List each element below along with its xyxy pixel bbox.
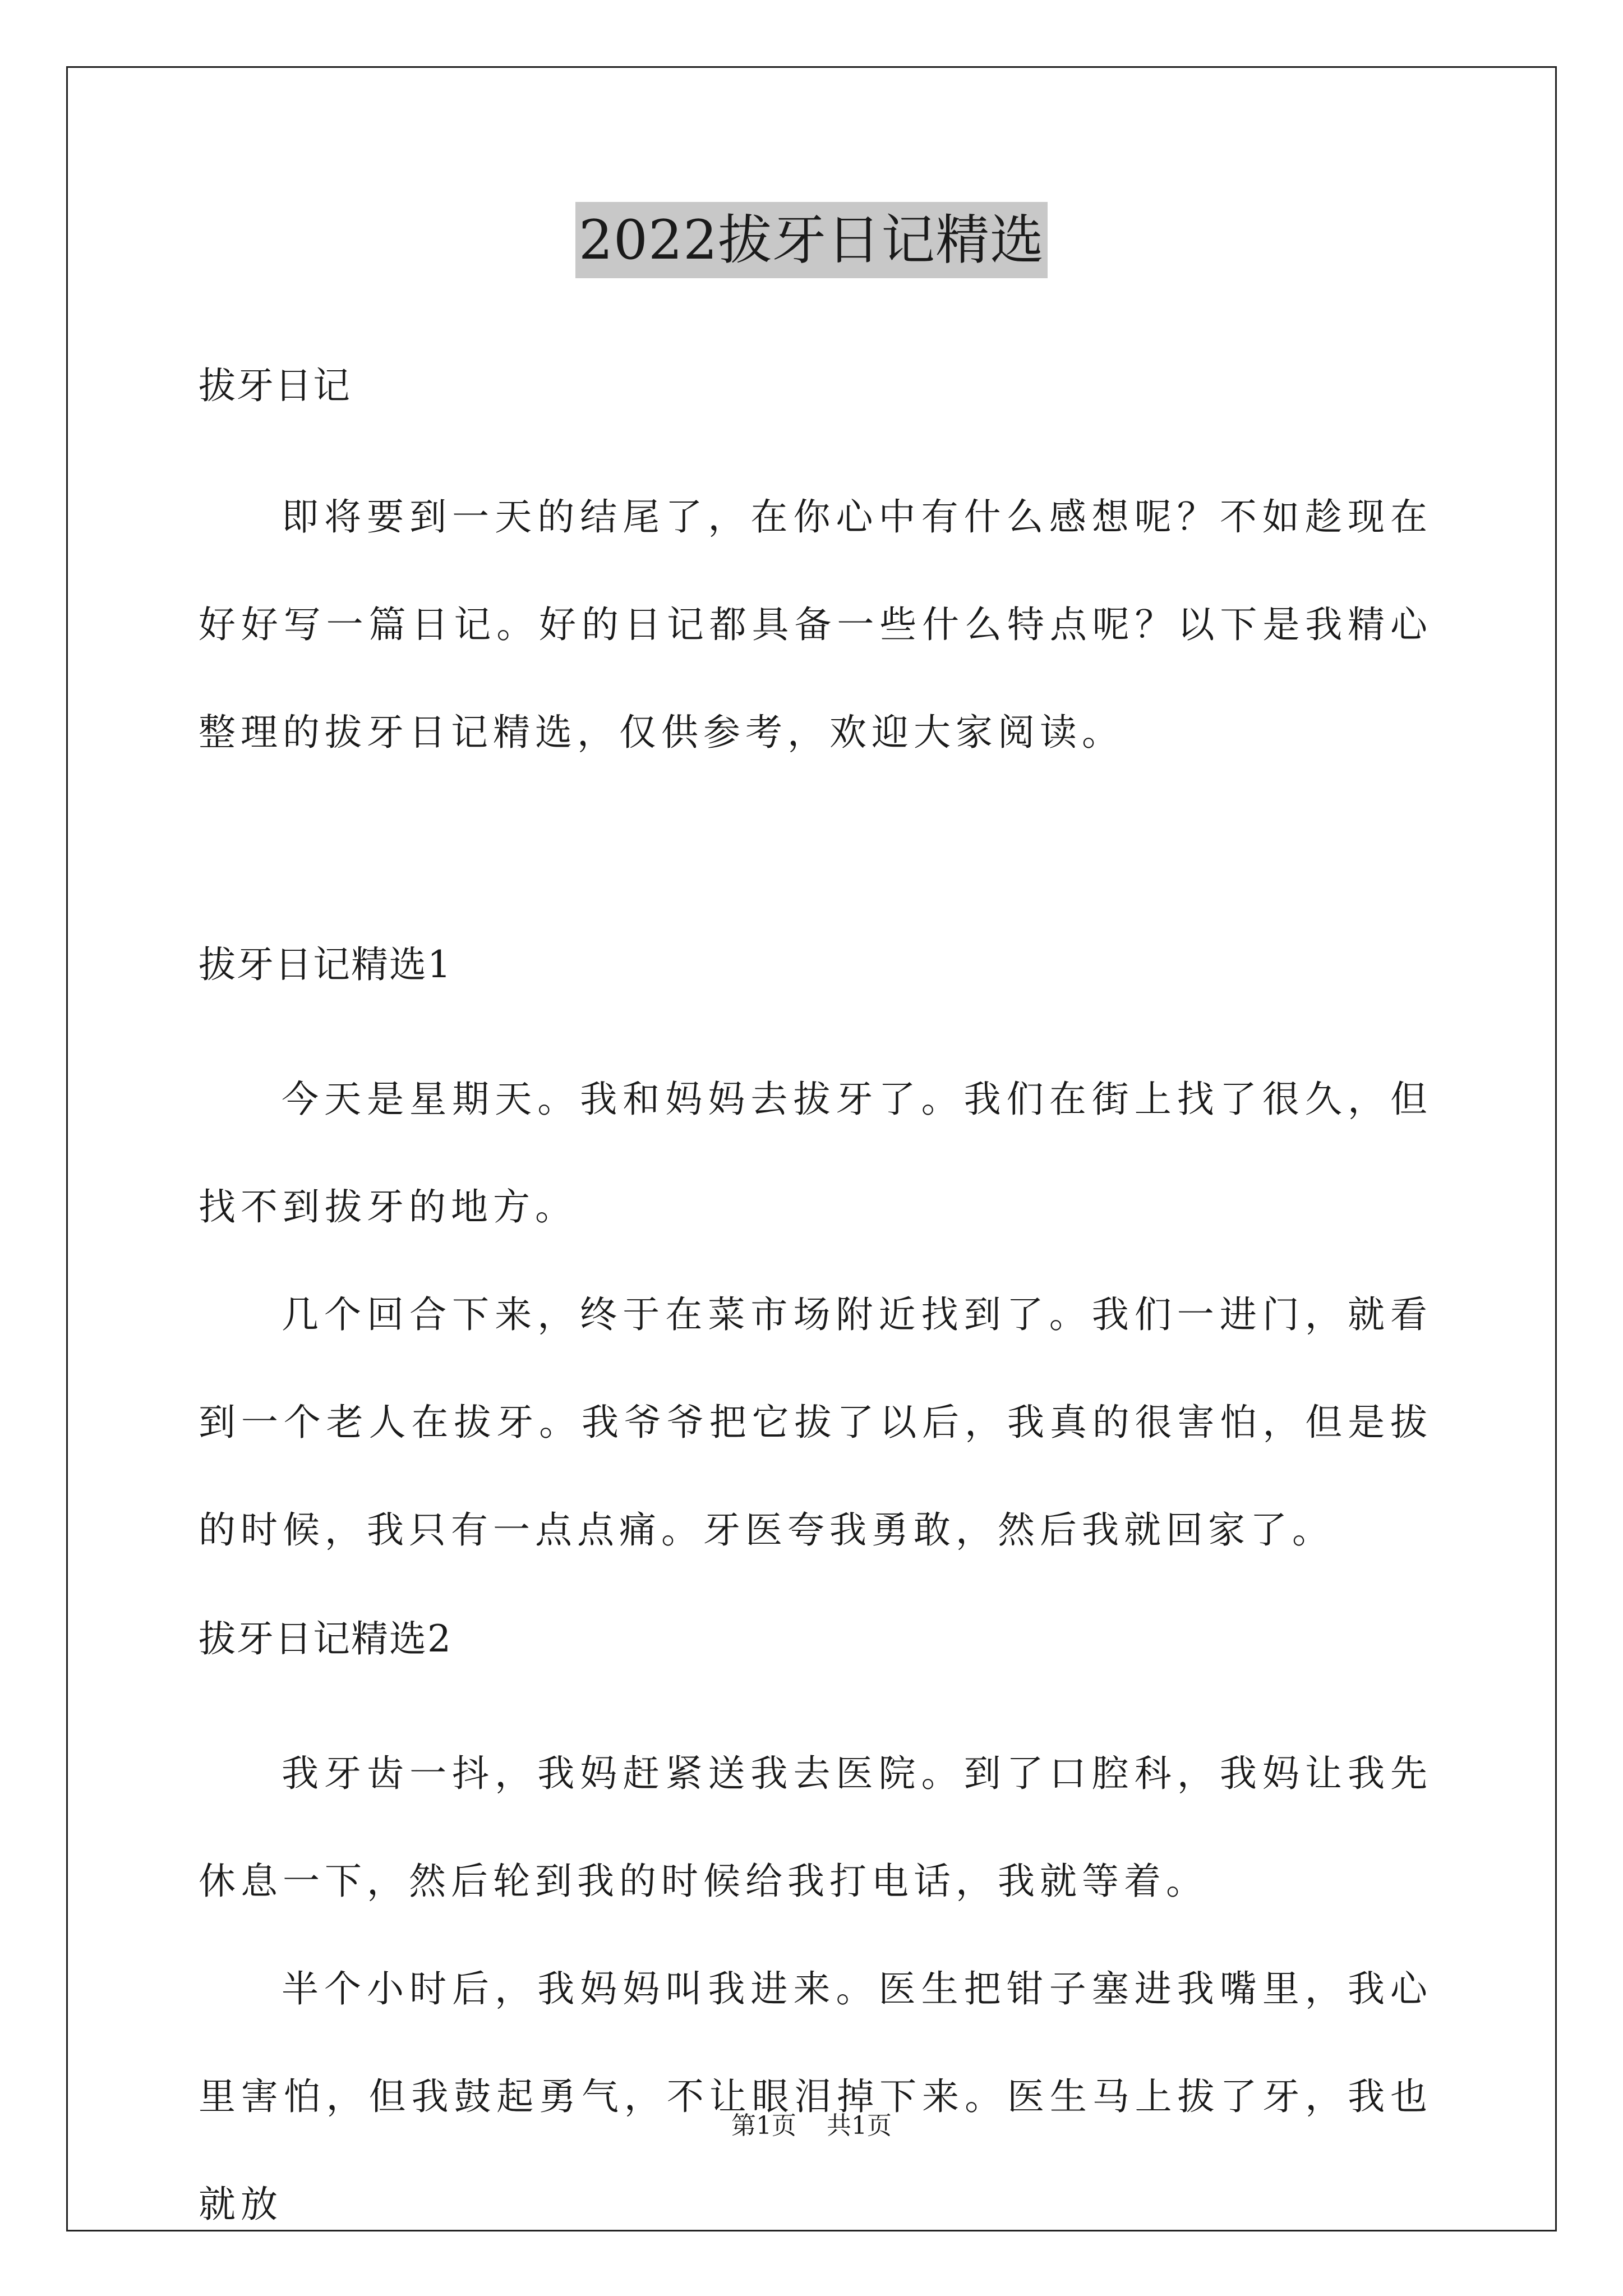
intro-heading: 拔牙日记 [199,364,351,407]
section-2-paragraph-2: 半个小时后，我妈妈叫我进来。医生把钳子塞进我嘴里，我心里害怕，但我鼓起勇气，不让眼泪掉下来。医生马上拔了牙，我也就放 [199,1967,1432,2226]
intro-paragraph: 即将要到一天的结尾了，在你心中有什么感想呢？不如趁现在好好写一篇日记。好的日记都具备一些什么特点呢？以下是我精心整理的拔牙日记精选，仅供参考，欢迎大家阅读。 [199,495,1432,754]
page-total: 共1页 [827,2111,892,2140]
section-1-paragraph-1: 今天是星期天。我和妈妈去拔牙了。我们在街上找了很久，但找不到拔牙的地方。 [199,1078,1432,1228]
section-2-paragraph-1: 我牙齿一抖，我妈赶紧送我去医院。到了口腔科，我妈让我先休息一下，然后轮到我的时候给我打电话，我就等着。 [199,1752,1432,1903]
section-1-heading: 拔牙日记精选1 [199,943,452,986]
document-body [199,337,1432,2258]
section-2-heading: 拔牙日记精选2 [199,1617,452,1660]
page-number: 第1页 [731,2111,796,2140]
title-container [0,202,1623,278]
page-footer [0,2109,1623,2143]
document-title: 2022拔牙日记精选 [575,202,1048,278]
section-1-paragraph-2: 几个回合下来，终于在菜市场附近找到了。我们一进门，就看到一个老人在拔牙。我爷爷把它拔了以后，我真的很害怕，但是拔的时候，我只有一点点痛。牙医夸我勇敢，然后我就回家了。 [199,1293,1432,1552]
